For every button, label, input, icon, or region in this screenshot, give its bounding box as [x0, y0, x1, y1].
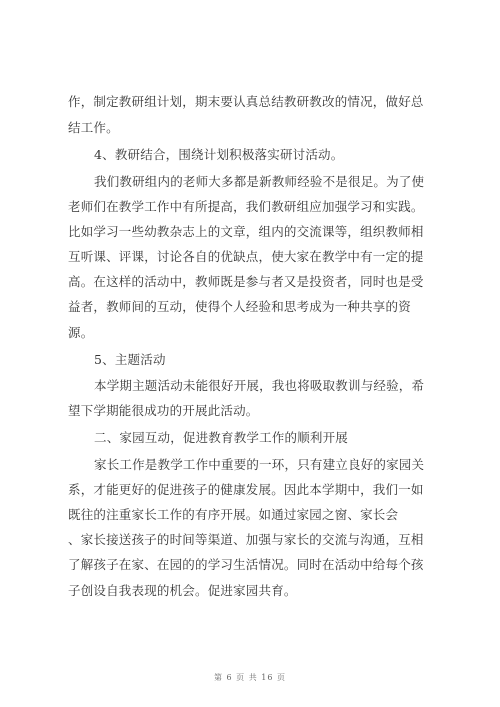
text-line: 互听课、评课，讨论各自的优缺点，使大家在教学中有一定的提 — [68, 249, 424, 264]
text-line: 望下学期能很成功的开展此活动。 — [68, 403, 259, 418]
text-line: 比如学习一些幼教杂志上的文章，组内的交流课等，组织教师相 — [68, 224, 424, 239]
text-line: 了解孩子在家、在园的的学习生活情况。同时在活动中给每个孩 — [68, 557, 424, 572]
text-line: 高。在这样的活动中，教师既是参与者又是投资者，同时也是受 — [68, 274, 424, 289]
text-line: 家长工作是教学工作中重要的一环，只有建立良好的家园关 — [94, 457, 425, 472]
text-line: 源。 — [68, 325, 94, 340]
text-line: 既往的注重家长工作的有序开展。如通过家园之窗、家长会 — [68, 507, 399, 522]
text-line: 系，才能更好的促进孩子的健康发展。因此本学期中，我们一如 — [68, 482, 424, 497]
text-line: 我们教研组内的老师大多都是新教师经验不是很足。为了使 — [94, 174, 425, 189]
text-line: 结工作。 — [68, 120, 119, 135]
section-heading: 5、主题活动 — [94, 352, 166, 367]
text-line: 老师们在教学工作中有所提高，我们教研组应加强学习和实践。 — [68, 199, 424, 214]
text-line: 益者，教师间的互动，使得个人经验和思考成为一种共享的资 — [68, 299, 411, 314]
text-line: 本学期主题活动未能很好开展，我也将吸取教训与经验，希 — [94, 378, 425, 393]
section-heading: 4、教研结合，围绕计划积极落实研讨活动。 — [94, 147, 344, 162]
page-footer: 第 6 页 共 16 页 — [214, 673, 286, 682]
section-heading: 二、家园互动，促进教育教学工作的顺利开展 — [94, 430, 349, 445]
text-line: 子创设自我表现的机会。促进家园共育。 — [68, 583, 297, 598]
text-line: 作，制定教研组计划，期末要认真总结教研教改的情况，做好总 — [68, 94, 424, 109]
text-line: 、家长接送孩子的时间等渠道、加强与家长的交流与沟通，互相 — [68, 532, 424, 547]
